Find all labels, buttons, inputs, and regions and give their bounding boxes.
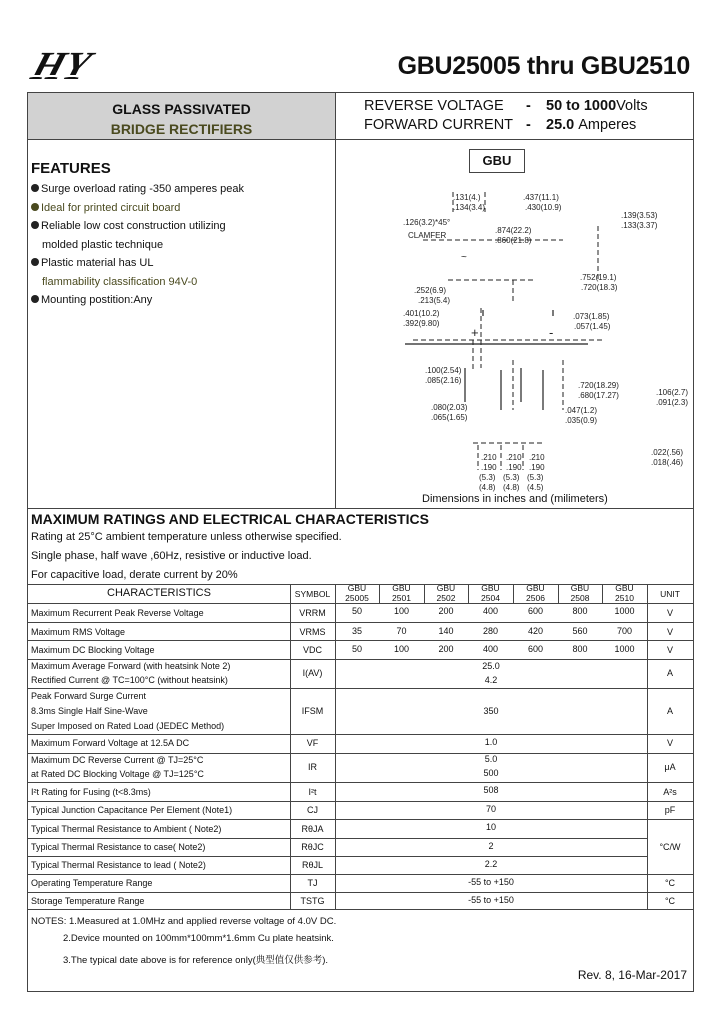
features-title: FEATURES [31, 160, 111, 177]
row-label: Storage Temperature Range [31, 896, 145, 906]
row-value: 600 [527, 606, 544, 616]
product-type-line2: BRIDGE RECTIFIERS [110, 121, 253, 137]
bullet-icon [31, 258, 39, 266]
feature-item: Mounting postition:Any [31, 291, 244, 310]
row-value: 280 [482, 626, 499, 636]
row-value: 400 [482, 644, 499, 654]
part-number-title: GBU25005 thru GBU2510 [397, 52, 690, 80]
row-label: Typical Thermal Resistance to case( Note2) [31, 842, 206, 852]
row-value: 50 [351, 606, 362, 616]
row-value: 420 [527, 626, 544, 636]
hy-logo [26, 42, 163, 88]
feature-item-continued: molded plastic technique [42, 238, 164, 251]
row-value: 400 [482, 606, 499, 616]
row-symbol: VRMS [299, 627, 326, 637]
dim-text: .022(.56) [651, 448, 684, 457]
reverse-voltage-row [364, 97, 693, 116]
dim-text: .680(17.27) [578, 391, 619, 400]
row-label: Maximum DC Reverse Current @ TJ=25°C [31, 755, 204, 765]
product-type-line1: GLASS PASSIVATED [112, 101, 251, 117]
row-value: 5.0 [484, 754, 498, 764]
row-value: 25.0 [482, 661, 500, 671]
product-header [27, 92, 694, 140]
dim-text: .065(1.65) [431, 413, 468, 422]
dim-text: (5.3) [527, 473, 544, 482]
row-value: 700 [616, 626, 633, 636]
row-unit: °C [664, 878, 676, 888]
ratings-note-3: For capacitive load, derate current by 20% [31, 569, 238, 581]
dim-text: .057(1.45) [574, 322, 611, 331]
dim-text: .213(5.4) [418, 296, 451, 305]
reverse-voltage-value: 50 to 1000 [546, 98, 617, 114]
dim-text: .720(18.29) [578, 381, 619, 390]
dim-text: .091(2.3) [656, 398, 689, 407]
row-symbol: I²t [308, 787, 317, 797]
dim-text: CLAMFER [408, 231, 447, 240]
dim-text: (5.3) [479, 473, 496, 482]
dim-text: .133(3.37) [621, 221, 658, 230]
dim-text: (4.5) [527, 483, 544, 492]
feature-item-continued: flammability classification 94V-0 [42, 275, 198, 288]
row-value: 70 [485, 804, 496, 814]
bullet-icon [31, 184, 39, 192]
row-value: 800 [572, 606, 588, 616]
forward-current-unit: Amperes [578, 117, 637, 133]
header-unit: UNIT [660, 589, 680, 599]
row-label: 8.3ms Single Half Sine-Wave [31, 706, 148, 716]
dim-text: .210 [506, 453, 522, 462]
row-value: 350 [483, 706, 499, 716]
dim-text: .100(2.54) [425, 366, 462, 375]
dim-text: .392(9.80) [403, 319, 440, 328]
row-label: Rectified Current @ TC=100°C (without heatsink) [31, 675, 228, 685]
row-unit: V [666, 608, 673, 618]
header-part: GBU 2508 [570, 583, 590, 603]
row-value: 50 [351, 644, 362, 654]
dim-text: .073(1.85) [573, 312, 610, 321]
note-1: NOTES: 1.Measured at 1.0MHz and applied reverse voltage of 4.0V DC. [31, 916, 337, 927]
row-value: 35 [351, 626, 362, 636]
dim-text: .131(4.) [453, 193, 481, 202]
dim-text: .080(2.03) [431, 403, 468, 412]
row-unit: A [666, 706, 673, 716]
forward-current-label: FORWARD CURRENT [364, 117, 514, 133]
row-value: 100 [393, 644, 410, 654]
row-label: Typical Junction Capacitance Per Element (Note1) [31, 805, 233, 815]
row-value: -55 to +150 [468, 877, 514, 887]
row-label: Maximum RMS Voltage [31, 627, 126, 637]
forward-current-row [364, 116, 693, 135]
dim-text: .210 [529, 453, 545, 462]
header-symbol: SYMBOL [294, 589, 331, 599]
row-symbol: IR [308, 762, 317, 772]
row-value: 560 [572, 626, 588, 636]
ratings-intro [27, 509, 694, 585]
feature-item: Ideal for printed circuit board [31, 199, 244, 218]
dim-text: .190 [481, 463, 497, 472]
header-part: GBU 2510 [615, 583, 634, 603]
row-label: at Rated DC Blocking Voltage @ TJ=125°C [31, 769, 204, 779]
row-unit: V [666, 738, 673, 748]
bullet-icon [31, 295, 39, 303]
row-label: Typical Thermal Resistance to lead ( Note2) [31, 860, 206, 870]
row-value: -55 to +150 [468, 895, 514, 905]
row-unit: μA [664, 762, 676, 772]
row-value: 70 [396, 626, 407, 636]
forward-current-dash: - [526, 117, 531, 133]
header-part: GBU 2506 [526, 583, 545, 603]
row-value: 1000 [614, 644, 635, 654]
bullet-icon [31, 203, 39, 211]
package-dimension-drawing [373, 180, 695, 492]
row-value: 600 [527, 644, 544, 654]
row-unit: A²s [663, 787, 677, 797]
bullet-icon [31, 221, 39, 229]
row-value: 508 [483, 785, 499, 795]
row-value: 4.2 [484, 675, 498, 685]
row-symbol: TJ [307, 878, 318, 888]
logo-text: HY [26, 42, 97, 88]
row-symbol: I(AV) [302, 668, 323, 678]
row-symbol: RθJA [301, 824, 324, 834]
row-symbol: RθJC [301, 842, 324, 852]
row-unit: V [666, 645, 673, 655]
row-label: Typical Thermal Resistance to Ambient ( Note2) [31, 824, 222, 834]
row-label: Operating Temperature Range [31, 878, 153, 888]
row-label: Peak Forward Surge Current [31, 691, 147, 701]
ac-terminal: ~ [461, 252, 467, 263]
characteristics-table [27, 584, 694, 910]
ratings-note-1: Rating at 25°C ambient temperature unless otherwise specified. [31, 531, 342, 543]
package-name-box: GBU [469, 149, 525, 173]
dim-text: .874(22.2) [495, 226, 532, 235]
dimension-caption: Dimensions in inches and (milimeters) [422, 493, 608, 505]
row-label: Maximum Recurrent Peak Reverse Voltage [31, 608, 204, 618]
features-section [27, 140, 694, 509]
ratings-note-2: Single phase, half wave ,60Hz, resistive or inductive load. [31, 550, 312, 562]
row-unit: A [666, 668, 673, 678]
features-list [31, 180, 244, 310]
row-label: Super Imposed on Rated Load (JEDEC Method) [31, 721, 225, 731]
row-value: 10 [485, 822, 496, 832]
dim-text: .035(0.9) [565, 416, 598, 425]
row-symbol: IFSM [301, 706, 324, 716]
feature-item: Plastic material has UL [31, 254, 244, 273]
dim-text: .134(3.4) [453, 203, 486, 212]
minus-terminal: - [549, 325, 554, 340]
dim-text: .430(10.9) [525, 203, 562, 212]
key-specs [336, 93, 693, 139]
row-value: 200 [438, 606, 454, 616]
dim-text: .860(21.8) [495, 236, 532, 245]
dim-text: .106(2.7) [656, 388, 689, 397]
header-characteristics: CHARACTERISTICS [107, 587, 211, 599]
row-value: 500 [483, 768, 499, 778]
row-label: I²t Rating for Fusing (t<8.3ms) [31, 787, 151, 797]
row-label: Maximum Forward Voltage at 12.5A DC [31, 738, 190, 748]
dim-text: .252(6.9) [414, 286, 447, 295]
ratings-title: MAXIMUM RATINGS AND ELECTRICAL CHARACTERISTICS [31, 511, 429, 527]
reverse-voltage-label: REVERSE VOLTAGE [364, 98, 504, 114]
dim-text: .437(11.1) [523, 193, 559, 202]
dim-text: .210 [481, 453, 497, 462]
header-part: GBU 2501 [392, 583, 411, 603]
header-part: GBU 2504 [481, 583, 500, 603]
row-label: Maximum DC Blocking Voltage [31, 645, 155, 655]
revision-date: Rev. 8, 16-Mar-2017 [577, 968, 687, 982]
feature-item: Reliable low cost construction utilizing [31, 217, 244, 236]
product-type [28, 93, 336, 139]
row-value: 2.2 [484, 859, 498, 869]
row-value: 1.0 [484, 737, 498, 747]
reverse-voltage-unit: Volts [616, 98, 648, 114]
row-unit: pF [664, 805, 676, 815]
row-value: 800 [572, 644, 588, 654]
row-symbol: TSTG [300, 896, 325, 906]
dim-text: .190 [506, 463, 522, 472]
features-panel [28, 140, 336, 508]
dim-text: .752(19.1) [580, 273, 617, 282]
row-value: 1000 [614, 606, 635, 616]
dim-text: .720(18.3) [581, 283, 618, 292]
row-unit: °C [664, 896, 676, 906]
row-unit: °C/W [659, 842, 681, 852]
row-value: 140 [438, 626, 454, 636]
row-value: 200 [438, 644, 454, 654]
row-symbol: VF [306, 738, 319, 748]
row-symbol: VRRM [299, 608, 326, 618]
dim-text: .047(1.2) [565, 406, 598, 415]
dim-text: (4.8) [479, 483, 496, 492]
header-part: GBU 2502 [436, 583, 456, 603]
feature-item: Surge overload rating -350 amperes peak [31, 180, 244, 199]
notes-section [27, 910, 694, 992]
reverse-voltage-dash: - [526, 98, 531, 114]
dim-text: .126(3.2)*45° [403, 218, 451, 227]
forward-current-value: 25.0 [546, 117, 575, 133]
plus-terminal: + [471, 325, 479, 340]
dim-text: .401(10.2) [403, 309, 440, 318]
dim-text: (4.8) [503, 483, 520, 492]
dim-text: .085(2.16) [425, 376, 462, 385]
row-symbol: VDC [302, 645, 322, 655]
dim-text: .190 [529, 463, 545, 472]
row-label: Maximum Average Forward (with heatsink Note 2) [31, 661, 231, 671]
dim-text: (5.3) [503, 473, 520, 482]
note-3: 3.The typical date above is for reference only(典型值仅供参考). [63, 955, 329, 966]
row-unit: V [666, 627, 673, 637]
dim-text: .018(.46) [651, 458, 684, 467]
dim-text: .139(3.53) [621, 211, 658, 220]
note-2: 2.Device mounted on 100mm*100mm*1.6mm Cu plate heatsink. [63, 933, 334, 944]
row-value: 100 [393, 606, 410, 616]
header-part: GBU 25005 [345, 583, 369, 603]
row-symbol: CJ [307, 805, 318, 815]
row-symbol: RθJL [301, 860, 323, 870]
row-value: 2 [488, 841, 494, 851]
